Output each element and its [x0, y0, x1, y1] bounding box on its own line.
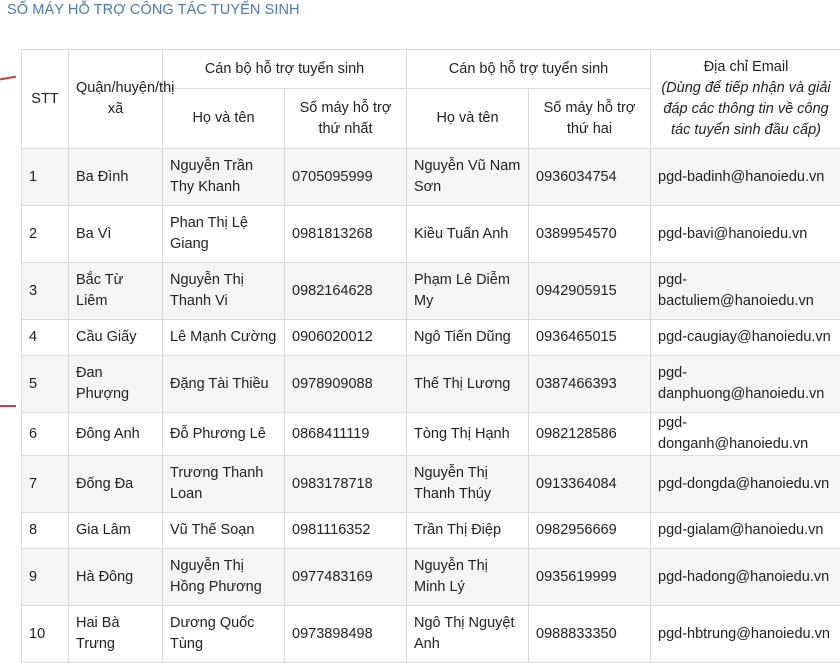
cell-district: Đống Đa: [69, 456, 163, 513]
header-name-2: Họ và tên: [407, 89, 529, 149]
cell-email: pgd-hadong@hanoiedu.vn: [651, 549, 840, 606]
cell-district: Bắc Từ Liêm: [69, 263, 163, 320]
cell-name-1: Nguyễn Thị Thanh Vi: [163, 263, 285, 320]
cell-stt: 1: [22, 149, 69, 206]
cell-phone-1: 0983178718: [285, 456, 407, 513]
cell-phone-2: 0936465015: [529, 320, 651, 356]
table-row: [22, 263, 840, 320]
cell-name-1: Đặng Tài Thiều: [163, 356, 285, 413]
cell-name-1: Đỗ Phương Lê: [163, 413, 285, 456]
cell-stt: 4: [22, 320, 69, 356]
cell-stt: 6: [22, 413, 69, 456]
cell-stt: 10: [22, 606, 69, 663]
cell-phone-2: 0982128586: [529, 413, 651, 456]
cell-phone-2: 0389954570: [529, 206, 651, 263]
cell-email: pgd-caugiay@hanoiedu.vn: [651, 320, 840, 356]
table-header: [22, 50, 840, 149]
cell-name-2: Phạm Lê Diễm My: [407, 263, 529, 320]
table-row: [22, 456, 840, 513]
cell-phone-1: 0973898498: [285, 606, 407, 663]
cell-district: Hà Đông: [69, 549, 163, 606]
cell-name-1: Lê Mạnh Cường: [163, 320, 285, 356]
margin-mark: [0, 76, 16, 81]
cell-name-1: Nguyễn Thị Hồng Phương: [163, 549, 285, 606]
header-email: [651, 50, 840, 149]
cell-phone-2: 0387466393: [529, 356, 651, 413]
cell-district: Gia Lâm: [69, 513, 163, 549]
page-title: SỐ MÁY HỖ TRỢ CÔNG TÁC TUYỂN SINH: [7, 2, 300, 18]
header-email-note: (Dùng để tiếp nhận và giải đáp các thông tin về công tác tuyển sinh đầu cấp): [658, 78, 834, 141]
cell-phone-1: 0868411119: [285, 413, 407, 456]
support-contact-table: [21, 49, 840, 663]
cell-phone-1: 0705095999: [285, 149, 407, 206]
cell-name-1: Dương Quốc Tùng: [163, 606, 285, 663]
cell-name-1: Vũ Thế Soạn: [163, 513, 285, 549]
cell-phone-2: 0988833350: [529, 606, 651, 663]
cell-name-2: Nguyễn Thị Thanh Thúy: [407, 456, 529, 513]
header-phone-2: Số máy hỗ trợ thứ hai: [529, 89, 651, 149]
cell-phone-1: 0906020012: [285, 320, 407, 356]
cell-stt: 9: [22, 549, 69, 606]
table-row: [22, 513, 840, 549]
cell-district: Ba Đình: [69, 149, 163, 206]
cell-email: pgd-bavi@hanoiedu.vn: [651, 206, 840, 263]
cell-phone-1: 0981813268: [285, 206, 407, 263]
cell-name-2: Kiều Tuấn Anh: [407, 206, 529, 263]
header-phone-1: Số máy hỗ trợ thứ nhất: [285, 89, 407, 149]
cell-stt: 7: [22, 456, 69, 513]
header-district: Quận/huyện/thị xã: [69, 50, 163, 149]
cell-phone-2: 0942905915: [529, 263, 651, 320]
cell-email: pgd-gialam@hanoiedu.vn: [651, 513, 840, 549]
header-staff-group-2: Cán bộ hỗ trợ tuyển sinh: [407, 50, 651, 89]
cell-email: pgd-badinh@hanoiedu.vn: [651, 149, 840, 206]
cell-stt: 5: [22, 356, 69, 413]
header-stt: STT: [22, 50, 69, 149]
header-staff-group-1: Cán bộ hỗ trợ tuyển sinh: [163, 50, 407, 89]
table-row: [22, 206, 840, 263]
cell-email: pgd-donganh@hanoiedu.vn: [651, 413, 840, 456]
table-row: [22, 320, 840, 356]
margin-mark: [0, 405, 16, 407]
cell-name-2: Nguyễn Thị Minh Lý: [407, 549, 529, 606]
header-name-1: Họ và tên: [163, 89, 285, 149]
cell-name-1: Trương Thanh Loan: [163, 456, 285, 513]
cell-phone-1: 0977483169: [285, 549, 407, 606]
cell-phone-1: 0978909088: [285, 356, 407, 413]
cell-email: pgd-dongda@hanoiedu.vn: [651, 456, 840, 513]
cell-name-1: Nguyễn Trần Thy Khanh: [163, 149, 285, 206]
cell-district: Đan Phượng: [69, 356, 163, 413]
cell-stt: 2: [22, 206, 69, 263]
cell-name-2: Trần Thị Điệp: [407, 513, 529, 549]
cell-phone-1: 0982164628: [285, 263, 407, 320]
cell-email: pgd-danphuong@hanoiedu.vn: [651, 356, 840, 413]
cell-phone-1: 0981116352: [285, 513, 407, 549]
cell-district: Hai Bà Trưng: [69, 606, 163, 663]
table-row: [22, 413, 840, 456]
cell-phone-2: 0935619999: [529, 549, 651, 606]
cell-phone-2: 0982956669: [529, 513, 651, 549]
table-body: [22, 149, 840, 663]
table-row: [22, 149, 840, 206]
table-row: [22, 549, 840, 606]
cell-district: Ba Vì: [69, 206, 163, 263]
cell-phone-2: 0913364084: [529, 456, 651, 513]
cell-email: pgd-bactuliem@hanoiedu.vn: [651, 263, 840, 320]
cell-phone-2: 0936034754: [529, 149, 651, 206]
cell-name-1: Phan Thị Lệ Giang: [163, 206, 285, 263]
cell-name-2: Ngô Thị Nguyệt Anh: [407, 606, 529, 663]
cell-name-2: Nguyễn Vũ Nam Sơn: [407, 149, 529, 206]
cell-district: Đông Anh: [69, 413, 163, 456]
cell-stt: 8: [22, 513, 69, 549]
table-row: [22, 356, 840, 413]
cell-email: pgd-hbtrung@hanoiedu.vn: [651, 606, 840, 663]
cell-name-2: Thế Thị Lương: [407, 356, 529, 413]
cell-stt: 3: [22, 263, 69, 320]
cell-name-2: Ngô Tiến Dũng: [407, 320, 529, 356]
cell-district: Cầu Giấy: [69, 320, 163, 356]
cell-name-2: Tòng Thị Hạnh: [407, 413, 529, 456]
header-email-label: Địa chỉ Email: [658, 57, 834, 78]
